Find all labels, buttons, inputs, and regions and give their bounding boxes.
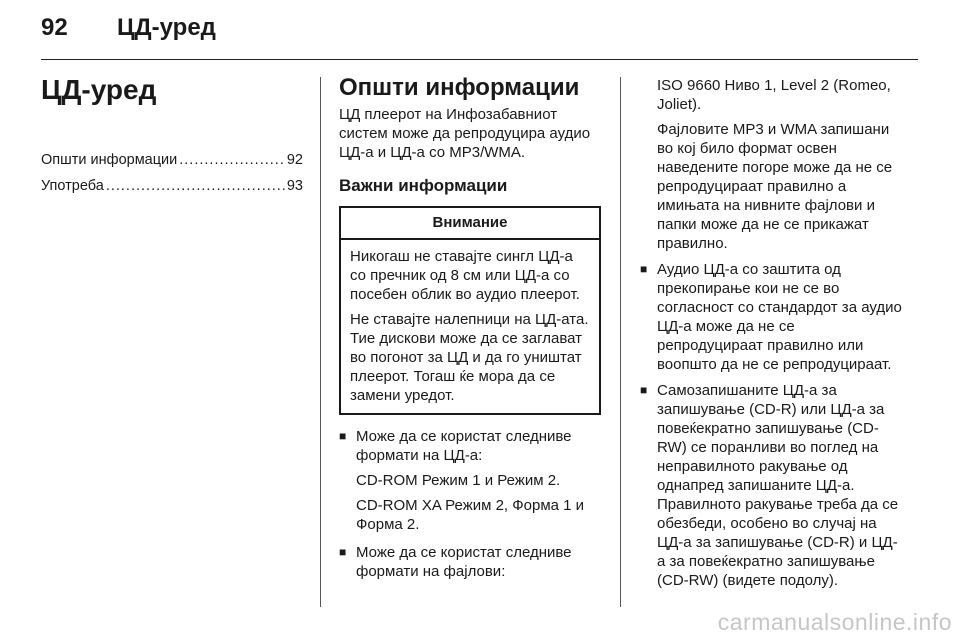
warning-paragraph: Никогаш не ставајте сингл ЦД-а со пречник од 8 см или ЦД-а со посебен облик во аудио плеерот. bbox=[350, 248, 580, 303]
watermark: carmanualsonline.info bbox=[717, 609, 952, 635]
column-divider-left bbox=[320, 77, 321, 607]
bullet-text: ■ Може да се користат следниве формати на ЦД-а: bbox=[356, 428, 572, 464]
bullet-item bbox=[339, 427, 601, 534]
table-of-contents bbox=[41, 147, 303, 199]
warning-heading: Внимание bbox=[341, 208, 599, 240]
page-number: 92 bbox=[41, 14, 68, 41]
running-header-title: ЦД-уред bbox=[117, 14, 216, 41]
bullet-item bbox=[339, 543, 601, 581]
middle-column bbox=[339, 73, 601, 581]
toc-leader-dots bbox=[179, 147, 285, 173]
chapter-title: ЦД-уред bbox=[41, 74, 157, 105]
bullet-text: ■ Може да се користат следниве формати на фајлови: bbox=[356, 544, 572, 580]
left-column bbox=[41, 73, 303, 199]
bullet-subline: CD-ROM Режим 1 и Режим 2. bbox=[356, 472, 561, 489]
toc-entry-page: 92 bbox=[286, 152, 303, 168]
section-title: Општи информации bbox=[339, 74, 580, 101]
toc-entry-label: Општи информации bbox=[41, 152, 178, 168]
bullet-item bbox=[640, 260, 904, 374]
paragraph: Фајловите MP3 и WMA запишани во кој било формат освен наведените погоре може да не се репродуцираат правилно а имињата на нивните фајлови и папки може да не се прикажат правилно. bbox=[657, 121, 893, 252]
right-column bbox=[640, 76, 904, 590]
warning-box bbox=[339, 206, 601, 415]
bullet-text: ■ Самозапишаните ЦД-а за запишување (CD-R) или ЦД-а за повеќекратно запишување (CD-RW) се поранливи во поглед на неправилното ракување од однапред запишаните ЦД-а. Правилното ракување треба да се обезбеди, особено во случај на ЦД-а за запишување (CD-R) и ЦД-а за повеќекратно запишување (CD-RW) (видете подолу). bbox=[657, 382, 899, 589]
warning-paragraph: Не ставајте налепници на ЦД-ата. Тие дискови може да се заглават во погонот за ЦД и да го уништат плеерот. Тогаш ќе мора да се замени уредот. bbox=[350, 311, 589, 404]
toc-entry[interactable] bbox=[41, 147, 303, 173]
header-divider bbox=[41, 59, 918, 60]
toc-leader-dots bbox=[106, 173, 285, 199]
toc-entry-label: Употреба bbox=[41, 178, 104, 194]
subsection-title: Важни информации bbox=[339, 176, 508, 195]
bullet-subline: CD-ROM XA Режим 2, Форма 1 и Форма 2. bbox=[356, 497, 585, 533]
bullet-item bbox=[640, 381, 904, 590]
warning-body bbox=[341, 240, 599, 413]
intro-paragraph: ЦД плеерот на Инфозабавниот систем може да репродуцира аудио ЦД-а и ЦД-а со MP3/WMA. bbox=[339, 106, 591, 161]
paragraph: ISO 9660 Ниво 1, Level 2 (Romeo, Joliet). bbox=[657, 77, 891, 113]
toc-entry[interactable] bbox=[41, 173, 303, 199]
toc-entry-page: 93 bbox=[286, 178, 303, 194]
bullet-text: ■ Аудио ЦД-а со заштита од прекопирање кои не се во согласност со стандардот за аудио ЦД-а може да не се репродуцираат правилно или воопшто да не се репродуцираат. bbox=[657, 261, 902, 373]
column-divider-right bbox=[620, 77, 621, 607]
